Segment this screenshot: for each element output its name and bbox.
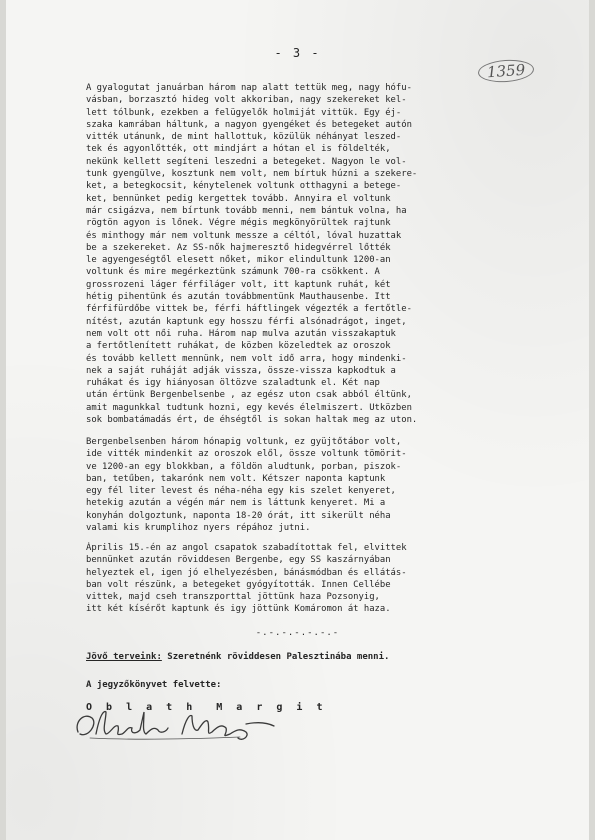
recorded-by: A jegyzőkönyvet felvette: [86,680,222,690]
text-line: ban, tetűben, takarónk nem volt. Kétszer naponta kaptunk [86,473,386,484]
paragraph-liberation [86,542,546,616]
paragraph-journey [86,82,546,426]
text-line: ide vitték mindenkit az oroszok elől, össze voltunk tömörit- [86,449,407,460]
text-line: nem volt ott női ruha. Három nap mulva azután visszakaptuk [86,328,396,339]
text-line: voltunk és mire megérkeztünk számunk 700-ra csökkent. A [86,267,380,278]
text-line: szaka kamrában háltunk, a nagyon gyengéket és betegeket autón [86,119,412,130]
text-line: után értünk Bergenbelsenbe , az egész uton csak abból éltünk, [86,390,412,401]
separator: -.-.-.-.-.-.- [255,628,340,638]
text-line: lett tólbunk, ezekben a felügyelők holmiját vittük. Egy éj- [86,107,402,118]
future-plans-label: Jövő terveink: [86,652,162,662]
text-line: be a szekereket. Az SS-nők hajmeresztő hidegvérrel lőtték [86,242,391,253]
text-line: helyeztek el, igen jó elhelyezésben, bánásmódban és ellátás- [86,567,407,578]
text-line: és tovább kellett mennünk, nem volt idő arra, hogy mindenki- [86,353,407,364]
text-line: tek és agyonlőtték, ott mindjárt a hótan el is földelték, [86,144,391,155]
text-line: valami kis krumplihoz nyers répához jutni. [86,523,311,534]
text-line: ban volt részünk, a betegeket gyógyították. Innen Cellébe [86,579,391,590]
future-plans [86,652,389,662]
page-edge-left [0,0,6,840]
text-line: konyhán dolgoztunk, naponta 18-20 órát, itt sikerült néha [86,510,391,521]
text-line: és minthogy már nem voltunk messze a céltól, lóval huzattak [86,230,402,241]
text-line: A gyalogutat januárban három nap alatt tettük meg, nagy hófu- [86,83,412,93]
text-line: ve 1200-an egy blokkban, a földön aludtunk, porban, piszok- [86,461,402,472]
text-line: tunk gyengülve, kosztunk nem volt, nem bírtuk húzni a szekere- [86,169,418,180]
text-line: egy fél liter levest és néha-néha egy kis szelet kenyeret, [86,486,396,497]
text-line: le agyengeségtől elesett nőket, mikor elindultunk 1200-an [86,255,391,266]
page-number: - 3 - [274,46,321,60]
text-line: a fertőtlenített ruhákat, de közben közeledtek az oroszok [86,341,391,352]
text-line: amit magunkkal tudtunk hozni, egy kevés élelmiszert. Utközben [86,402,412,413]
text-line: bennünket azután röviddesen Bergenbe, egy SS kaszárnyában [86,555,391,566]
handwritten-signature [70,704,280,744]
text-line: ket, a betegkocsit, kénytelenek voltunk otthagyni a betege- [86,181,402,192]
text-line: ket, bennünket pedig kergettek tovább. Annyira el voltunk [86,193,391,204]
text-line: vásban, borzasztó hideg volt akkoriban, nagy szekereket kel- [86,95,407,106]
text-line: sok bombatámadás ért, de éhségtől is sokan haltak meg az uton. [86,415,418,426]
text-line: vittek, majd cseh transzporttal jöttünk haza Pozsonyig, [86,592,380,603]
text-line: rögtön agyon is lőnek. Végre mégis megkönyörültek rajtunk [86,218,391,229]
future-plans-text: Szeretnénk röviddesen Palesztinába menni. [167,652,390,662]
text-line: grossrozeni láger férfiláger volt, itt kaptunk ruhát, két [86,279,391,290]
typed-name: O b l a t h M a r g i t [86,702,327,713]
text-line: vitték utánunk, de mint hallottuk, közülük néhányat leszed- [86,132,402,143]
text-line: Bergenbelsenben három hónapig voltunk, ez gyüjtőtábor volt, [86,437,402,447]
text-line: Április 15.-én az angol csapatok szabadítottak fel, elvittek [86,543,407,553]
page-edge-right [589,0,595,840]
text-line: nek a saját ruháját adják vissza, össze-vissza kapkodtuk a [86,365,396,376]
text-line: nítést, azután kaptunk egy hosszu férfi alsónadrágot, inget, [86,316,407,327]
text-line: férfifürdőbe vittek be, férfi háftlingek végezték a fertőtle- [86,304,412,315]
text-line: itt két kísérőt kaptunk és igy jöttünk Komáromon át haza. [86,604,391,615]
text-line: ruhákat és igy hiányosan öltözve szaladtunk el. Két nap [86,378,380,389]
text-line: nekünk kellett segíteni leszedni a betegeket. Nagyon le vol- [86,156,407,167]
paragraph-bergenbelsen [86,436,546,534]
text-line: már csigázva, nem bírtunk tovább menni, nem bántuk volna, ha [86,205,407,216]
text-line: hétig pihentünk és azután továbbmentünk Mauthausenbe. Itt [86,292,391,303]
archive-number: 1359 [477,58,535,84]
text-line: hetekig azután a végén már nem is láttunk kenyeret. Mi a [86,498,386,509]
